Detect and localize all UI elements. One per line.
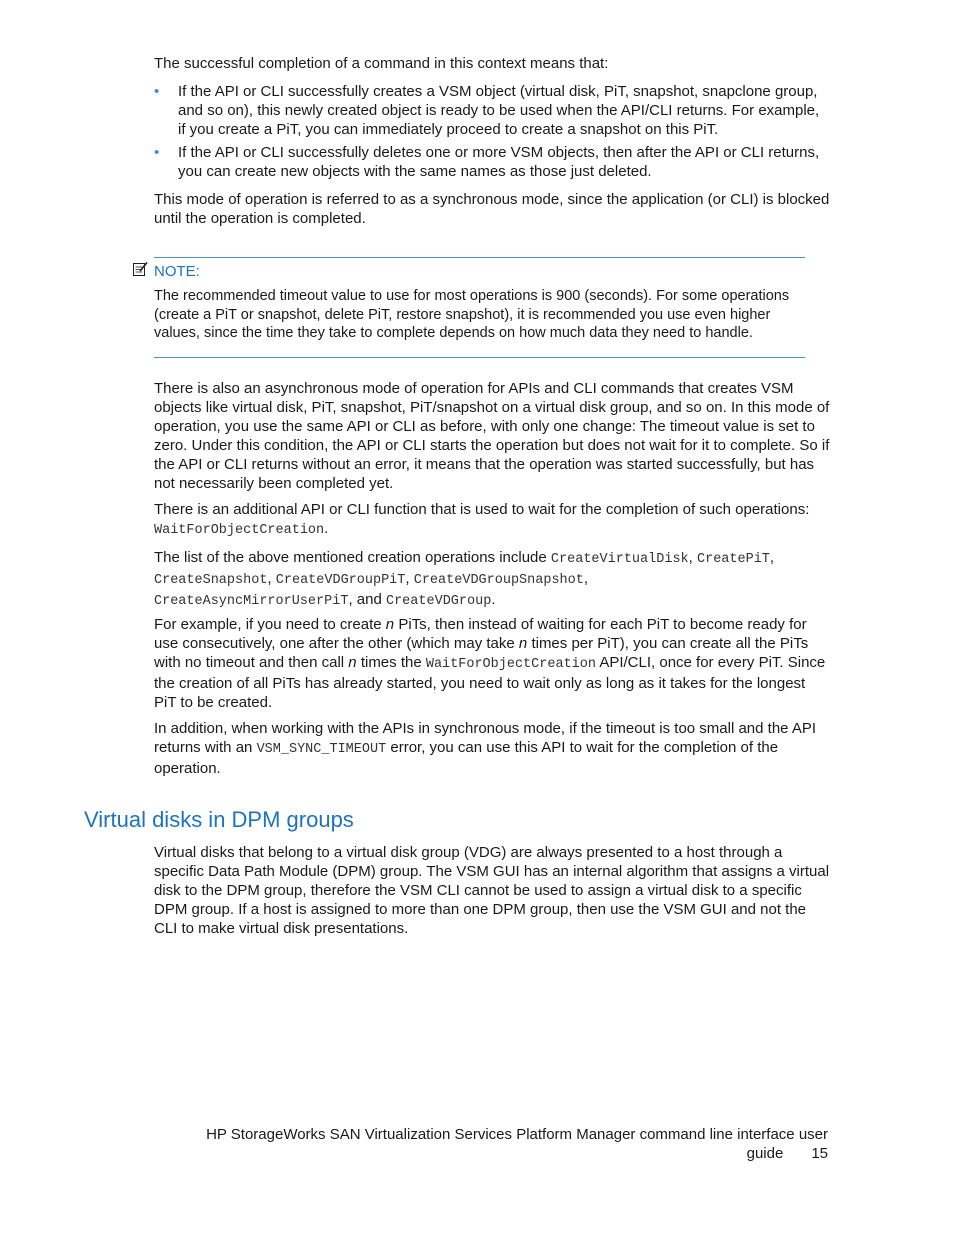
code-create-snapshot: CreateSnapshot [154, 573, 268, 588]
example-text: times per PiT), you can create all the PiTs with no timeout and then call [154, 635, 809, 671]
page-number: 15 [811, 1145, 828, 1162]
example-text: PiTs, then instead of waiting for each PiT to become ready for use consecutively, one after the other (which may take [154, 616, 807, 652]
note-label: NOTE: [154, 262, 200, 280]
italic-n: n [348, 654, 357, 671]
page-footer [148, 1125, 828, 1163]
async-mode-paragraph: There is also an asynchronous mode of operation for APIs and CLI commands that creates VSM objects like virtual disk, PiT, snapshot, PiT/snapshot on a virtual disk group, and so on. In this mode of operation, you use the same API or CLI as before, with only one change: The timeout value is set to zero. Under this condition, the API or CLI starts the operation but does not wait for it to complete. So if the API or CLI returns without an error, it means that the operation was started successfully, but has not necessarily been completed yet. [154, 380, 830, 492]
bullet-icon: • [154, 83, 160, 100]
bullet-text: If the API or CLI successfully creates a VSM object (virtual disk, PiT, snapshot, snapclone group, and so on), this newly created object is ready to be used when the API/CLI returns. For example, if you create a PiT, you can immediately proceed to create a snapshot on this PiT. [178, 83, 820, 138]
italic-n: n [385, 616, 395, 633]
example-text: For example, if you need to create [154, 616, 382, 633]
footer-title: HP StorageWorks SAN Virtualization Services Platform Manager command line interface user [206, 1126, 828, 1143]
section-heading: Virtual disks in DPM groups [84, 807, 354, 832]
example-text: API/CLI, once for every PiT. Since the creation of all PiTs has already started, you need to wait only as long as it takes for the longest PiT to be created. [154, 654, 826, 711]
example-text: times the [360, 654, 422, 671]
note-header [132, 261, 200, 281]
note-bottom-rule [154, 357, 805, 358]
bullet-icon: • [154, 144, 160, 161]
code-wait-for-object-creation: WaitForObjectCreation [154, 523, 325, 538]
code-create-virtual-disk: CreateVirtualDisk [550, 552, 689, 567]
addition-text: error, you can use this API to wait for the completion of the operation. [154, 739, 779, 777]
code-create-async-mirror-user-pit: CreateAsyncMirrorUserPiT [154, 594, 349, 609]
intro-paragraph: The successful completion of a command in this context means that: [154, 55, 609, 72]
note-pad-icon [132, 261, 148, 282]
separator: , [267, 570, 272, 587]
bullet-text: If the API or CLI successfully deletes one or more VSM objects, then after the API or CLI returns, you can create new objects with the same names as those just deleted. [178, 144, 820, 180]
separator: , [405, 570, 410, 587]
wait-text: There is an additional API or CLI function that is used to wait for the completion of such operations: [154, 501, 810, 518]
period: . [324, 520, 329, 537]
note-top-rule [154, 257, 805, 258]
code-wait-for-object-creation: WaitForObjectCreation [425, 657, 596, 672]
sync-mode-paragraph: This mode of operation is referred to as a synchronous mode, since the application (or CLI) is blocked until the operation is completed. [154, 191, 830, 227]
code-create-vdgroup-snapshot: CreateVDGroupSnapshot [413, 573, 584, 588]
code-create-vdgroup-pit: CreateVDGroupPiT [275, 573, 406, 588]
list-item [154, 143, 830, 181]
footer-title-cont: guide [746, 1145, 784, 1162]
separator: , [769, 549, 775, 566]
wait-function-paragraph [154, 500, 830, 540]
separator: , [688, 549, 693, 566]
code-vsm-sync-timeout: VSM_SYNC_TIMEOUT [256, 742, 387, 757]
section-paragraph: Virtual disks that belong to a virtual disk group (VDG) are always presented to a host through a specific Data Path Module (DPM) group. The VSM GUI has an internal algorithm that assigns a virtual disk to the DPM group, therefore the VSM CLI cannot be used to assign a virtual disk to a specific DPM group. If a host is assigned to more than one DPM group, then use the VSM GUI and not the CLI to make virtual disk presentations. [154, 844, 830, 937]
example-paragraph [154, 615, 830, 712]
note-text: The recommended timeout value to use for most operations is 900 (seconds). For some operations (create a PiT or snapshot, delete PiT, restore snapshot), it is recommended you use even higher values, since the time they take to complete depends on how much data they need to handle. [154, 288, 790, 341]
addition-text: In addition, when working with the APIs in synchronous mode, if the timeout is too small and the API returns with an [154, 720, 817, 756]
separator: , [583, 570, 589, 587]
code-create-vdgroup: CreateVDGroup [385, 594, 492, 609]
and-text: , and [348, 591, 382, 608]
list-text: The list of the above mentioned creation operations include [154, 549, 547, 566]
italic-n: n [518, 635, 528, 652]
bullet-list [154, 82, 830, 185]
addition-paragraph [154, 719, 830, 778]
operations-list-paragraph [154, 548, 830, 611]
code-create-pit: CreatePiT [697, 552, 770, 567]
period: . [491, 591, 496, 608]
list-item [154, 82, 830, 139]
